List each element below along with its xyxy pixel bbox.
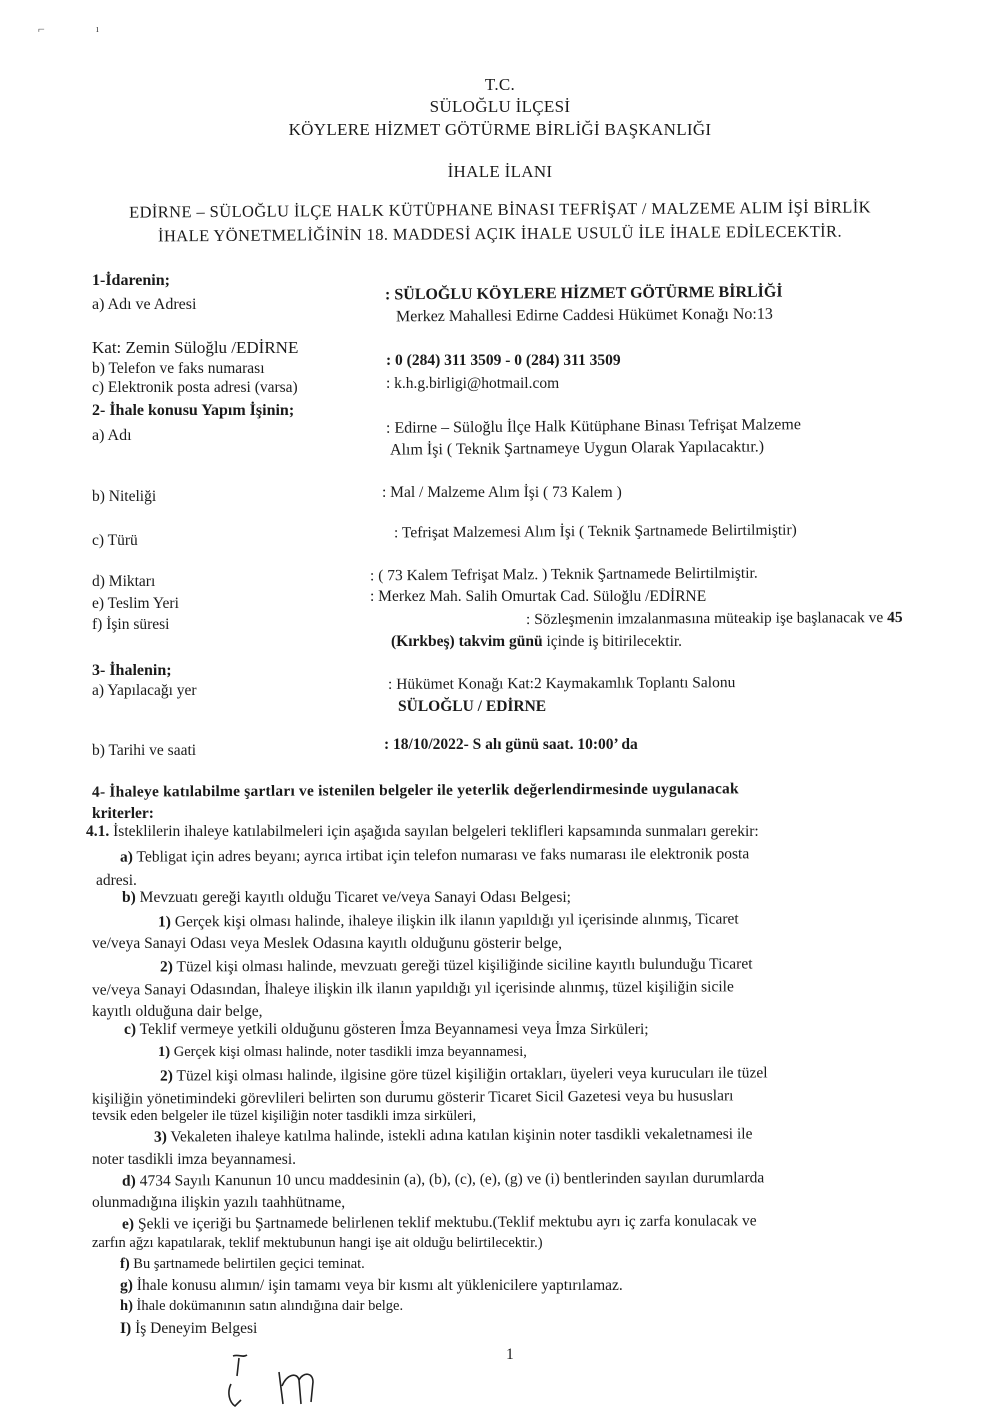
section2-d-value: : ( 73 Kalem Tefrişat Malz. ) Teknik Şartnamede Belirtilmiştir. <box>369 564 758 585</box>
para-c2-2: kişiliğin yönetimindeki görevlileri belirten son durumu gösterir Ticaret Sicil Gazetesi veya bu hususları <box>91 1087 734 1108</box>
para-4-1-num: 4.1. <box>86 823 110 840</box>
para-b2-num: 2) <box>159 958 173 976</box>
section2-f-value-2 <box>391 633 682 651</box>
para-b2-2: ve/veya Sanayi Odasından, İhaleye ilişkin ilk ilanın yapıldığı yıl içerisinde alınmış, tüzel kişiliğin sicile <box>91 978 734 999</box>
para-b-text: Mevzuatı gereği kayıtlı olduğu Ticaret ve/veya Sanayi Odası Belgesi; <box>139 889 571 906</box>
para-g-num: g) <box>120 1277 133 1294</box>
para-c2-text-1: Tüzel kişi olması halinde, ilgisine göre tüzel kişiliğin ortakları, üyeleri veya kurucuları ile tüzel <box>176 1064 768 1085</box>
para-c1 <box>158 1045 527 1060</box>
page-number: 1 <box>506 1346 514 1363</box>
scan-mark: ı <box>96 24 99 35</box>
section1-c-label: c) Elektronik posta adresi (varsa) <box>92 379 298 396</box>
para-c1-num: 1) <box>158 1044 171 1060</box>
para-d-1 <box>122 1170 764 1189</box>
para-i-text: İş Deneyim Belgesi <box>135 1320 258 1337</box>
header-union: KÖYLERE HİZMET GÖTÜRME BİRLİĞİ BAŞKANLIĞI <box>288 120 712 139</box>
section3-a-label: a) Yapılacağı yer <box>92 682 197 699</box>
section2-a-label: a) Adı <box>92 427 132 444</box>
section3-a-value-2: SÜLOĞLU / EDİRNE <box>398 698 547 715</box>
section3-b-label: b) Tarihi ve saati <box>92 742 197 759</box>
header-district: SÜLOĞLU İLÇESİ <box>429 97 571 116</box>
section2-heading: 2- İhale konusu Yapım İşinin; <box>92 402 295 419</box>
para-4-1-text: İsteklilerin ihaleye katılabilmeleri için aşağıda sayılan belgeleri teklifleri kapsamında sunmaları gerekir: <box>113 823 759 840</box>
section2-a-value-1: : Edirne – Süloğlu İlçe Halk Kütüphane Binası Tefrişat Malzeme <box>385 416 801 437</box>
section1-b-label: b) Telefon ve faks numarası <box>92 360 265 377</box>
section2-c-value: : Tefrişat Malzemesi Alım İşi ( Teknik Şartnamede Belirtilmiştir) <box>393 521 797 542</box>
para-c3-text-1: Vekaleten ihaleye katılma halinde, istekli adına katılan kişinin noter tasdikli vekaletnamesi ile <box>170 1125 753 1146</box>
para-f-text: Bu şartnamede belirtilen geçici teminat. <box>133 1256 365 1272</box>
para-b2-3: kayıtlı olduğuna dair belge, <box>92 1003 263 1020</box>
para-c <box>124 1022 649 1038</box>
section2-a-value-2: Alım İşi ( Teknik Şartnameye Uygun Olarak Yapılacaktır.) <box>389 438 765 459</box>
para-b1-2: ve/veya Sanayi Odası veya Meslek Odasına kayıtlı olduğunu gösterir belge, <box>92 935 563 952</box>
section3-b-value: : 18/10/2022- S alı günü saat. 10:00’ da <box>384 736 638 753</box>
section2-e-label: e) Teslim Yeri <box>92 595 179 612</box>
para-b1-num: 1) <box>157 913 171 931</box>
para-b2-text-1: Tüzel kişi olması halinde, mevzuatı gereği tüzel kişiliğinde siciline kayıtlı bulunduğu Ticaret <box>176 955 753 976</box>
section2-b-label: b) Niteliği <box>92 488 157 505</box>
subject-line-1: EDİRNE – SÜLOĞLU İLÇE HALK KÜTÜPHANE BİNASI TEFRİŞAT / MALZEME ALIM İŞİ BİRLİK <box>128 197 872 222</box>
para-c3-1 <box>154 1126 753 1145</box>
para-c2-num: 2) <box>159 1067 173 1085</box>
para-i <box>120 1321 257 1337</box>
section1-a-label: a) Adı ve Adresi <box>92 296 197 313</box>
section4-heading-2: kriterler: <box>92 805 154 822</box>
para-b2-1 <box>160 956 753 975</box>
section1-address-2: Kat: Zemin Süloğlu /EDİRNE <box>92 338 299 357</box>
section2-f-label: f) İşin süresi <box>92 616 170 633</box>
section2-e-value: : Merkez Mah. Salih Omurtak Cad. Süloğlu /EDİRNE <box>370 588 707 605</box>
para-c-text: Teklif vermeye yetkili olduğunu gösteren İmza Beyannamesi veya İmza Sirküleri; <box>139 1021 649 1038</box>
section1-address-1: Merkez Mahallesi Edirne Caddesi Hükümet Konağı No:13 <box>395 305 773 326</box>
handwritten-initials <box>225 1350 325 1410</box>
para-c-num: c) <box>124 1021 137 1038</box>
para-h-text: İhale dokümanının satın alındığına dair belge. <box>136 1298 404 1314</box>
scan-mark: ⌐ <box>38 22 45 36</box>
section2-f-text-1: : Sözleşmenin imzalanmasına müteakip işe başlanacak ve <box>525 609 884 628</box>
para-d-2: olunmadığına ilişkin yazılı taahhütname, <box>92 1194 346 1211</box>
section2-f-value-1 <box>526 609 903 629</box>
section1-b-value: : 0 (284) 311 3509 - 0 (284) 311 3509 <box>386 352 621 369</box>
para-e-2: zarfın ağzı kapatılarak, teklif mektubunun hangi işe ait olduğu belirtilecektir.) <box>92 1235 543 1251</box>
para-e-1 <box>122 1213 757 1232</box>
para-c2-3: tevsik eden belgeler ile tüzel kişiliğin noter tasdikli imza sirküleri, <box>92 1108 477 1124</box>
section1-a-value: : SÜLOĞLU KÖYLERE HİZMET GÖTÜRME BİRLİĞİ <box>384 283 783 304</box>
para-e-num: e) <box>121 1215 135 1233</box>
para-h <box>120 1299 403 1314</box>
header-tc: T.C. <box>484 75 516 94</box>
para-f-num: f) <box>120 1256 130 1272</box>
section4-heading-1: 4- İhaleye katılabilme şartları ve istenilen belgeler ile yeterlik değerlendirmesinde uygulanacak <box>91 780 739 801</box>
para-a-2: adresi. <box>96 872 137 889</box>
section3-a-value-1: : Hükümet Konağı Kat:2 Kaymakamlık Toplantı Salonu <box>387 674 736 693</box>
section2-f-text-2: içinde iş bitirilecektir. <box>546 633 683 650</box>
para-c1-text: Gerçek kişi olması halinde, noter tasdikli imza beyannamesi, <box>173 1044 527 1060</box>
para-b <box>122 890 571 906</box>
para-g <box>120 1278 623 1294</box>
para-e-text-1: Şekli ve içeriği bu Şartnamede belirlenen teklif mektubu.(Teklif mektubu ayrı iç zarfa konulacak ve <box>137 1212 757 1233</box>
section1-heading: 1-İdarenin; <box>92 272 170 289</box>
notice-title: İHALE İLANI <box>447 162 553 181</box>
section2-f-days-words: (Kırkbeş) takvim günü <box>391 633 543 650</box>
para-a-num: a) <box>119 848 133 866</box>
section2-c-label: c) Türü <box>92 532 138 549</box>
para-d-text-1: 4734 Sayılı Kanunun 10 uncu maddesinin (a), (b), (c), (e), (g) ve (i) bentlerinden sayılan durumlarda <box>139 1169 765 1190</box>
section2-d-label: d) Miktarı <box>92 573 156 590</box>
subject-line-2: İHALE YÖNETMELİĞİNİN 18. MADDESİ AÇIK İHALE USULÜ İLE İHALE EDİLECEKTİR. <box>157 221 843 246</box>
para-d-num: d) <box>121 1172 136 1190</box>
para-c2-1 <box>160 1065 768 1084</box>
para-c3-2: noter tasdikli imza beyannamesi. <box>92 1151 297 1168</box>
para-b-num: b) <box>122 889 136 906</box>
section1-c-value: : k.h.g.birligi@hotmail.com <box>386 375 560 392</box>
section2-b-value: : Mal / Malzeme Alım İşi ( 73 Kalem ) <box>382 484 622 501</box>
para-i-num: I) <box>120 1320 132 1337</box>
para-b1-1 <box>158 911 739 930</box>
section3-heading: 3- İhalenin; <box>92 662 172 679</box>
para-f <box>120 1257 365 1272</box>
para-h-num: h) <box>120 1298 133 1314</box>
para-g-text: İhale konusu alımın/ işin tamamı veya bir kısmı alt yüklenicilere yaptırılamaz. <box>136 1277 623 1294</box>
para-c3-num: 3) <box>153 1128 167 1146</box>
para-4-1 <box>86 824 759 840</box>
section2-f-days: 45 <box>887 609 903 627</box>
para-a-1 <box>120 846 749 865</box>
para-b1-text-1: Gerçek kişi olması halinde, ihaleye ilişkin ilk ilanın yapıldığı yıl içerisinde alınmış, Ticaret <box>174 910 739 931</box>
para-a-text-1: Tebligat için adres beyanı; ayrıca irtibat için telefon numarası ve faks numarası ile elektronik posta <box>136 845 750 866</box>
